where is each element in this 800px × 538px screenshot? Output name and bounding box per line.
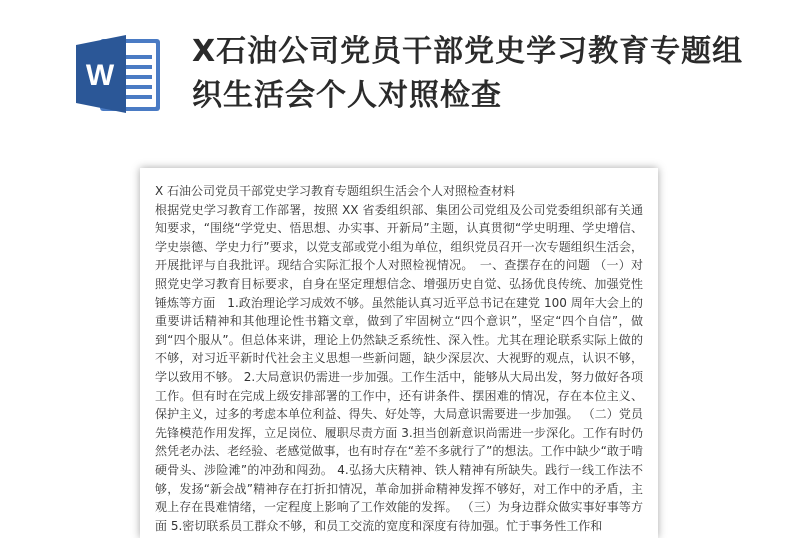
header [0, 0, 800, 150]
document-body: 根据党史学习教育工作部署，按照 XX 省委组织部、集团公司党组及公司党委组织部有关通知要求，“围绕“学党史、悟思想、办实事、开新局”主题，认真贯彻“学史明理、学史增信、学史崇德、学史力行”要求，以党支部或党小组为单位，组织党员召开一次专题组织生活会，开展批评与自我批评。现结合实际汇报个人对照检视情况。 一、查摆存在的问题 （一）对照党史学习教育目标要求，自身在坚定理想信念、增强历史自觉、弘扬优良传统、加强党性锤炼等方面 1.政治理论学习成效不够。虽然能认真习近平总书记在建党 100 周年大会上的重要讲话精神和其他理论性书籍文章，做到了牢固树立“四个意识”，坚定“四个自信”，做到“四个服从”。但总体来讲，理论上仍然缺乏系统性、深入性。尤其在理论联系实际上做的不够，对习近平新时代社会主义思想一些新问题，缺少深层次、大视野的观点，认识不够，学以致用不够。 2.大局意识仍需进一步加强。工作生活中，能够从大局出发，努力做好各项工作。但有时在完成上级安排部署的工作中，还有讲条件、摆困难的情况，存在本位主义、保护主义，过多的考虑本单位利益、得失、好处等，大局意识需要进一步加强。 （二）党员先锋模范作用发挥，立足岗位、履职尽责方面 3.担当创新意识尚需进一步深化。工作有时仍然凭老办法、老经验、老感觉做事，也有时存在“差不多就行了”的想法。工作中缺少“敢于啃硬骨头、涉险滩”的冲劲和闯劲。 4.弘扬大庆精神、铁人精神有所缺失。践行一线工作法不够，发扬“新会战”精神存在打折扣情况，革命加拼命精神发挥不够好，对工作中的矛盾，主观上存在畏难情绪，一定程度上影响了工作效能的发挥。 （三）为身边群众做实事好事等方面 5.密切联系员工群众不够，和员工交流的宽度和深度有待加强。忙于事务性工作和 [155, 202, 643, 533]
word-icon-letter: W [85, 59, 115, 92]
word-document-icon [74, 33, 164, 115]
document-heading: X 石油公司党员干部党史学习教育专题组织生活会个人对照检查材料 [155, 184, 516, 198]
page-title: X石油公司党员干部党史学习教育专题组织生活会个人对照检查 [192, 34, 744, 113]
document-page [140, 168, 658, 538]
document-content [155, 182, 643, 535]
